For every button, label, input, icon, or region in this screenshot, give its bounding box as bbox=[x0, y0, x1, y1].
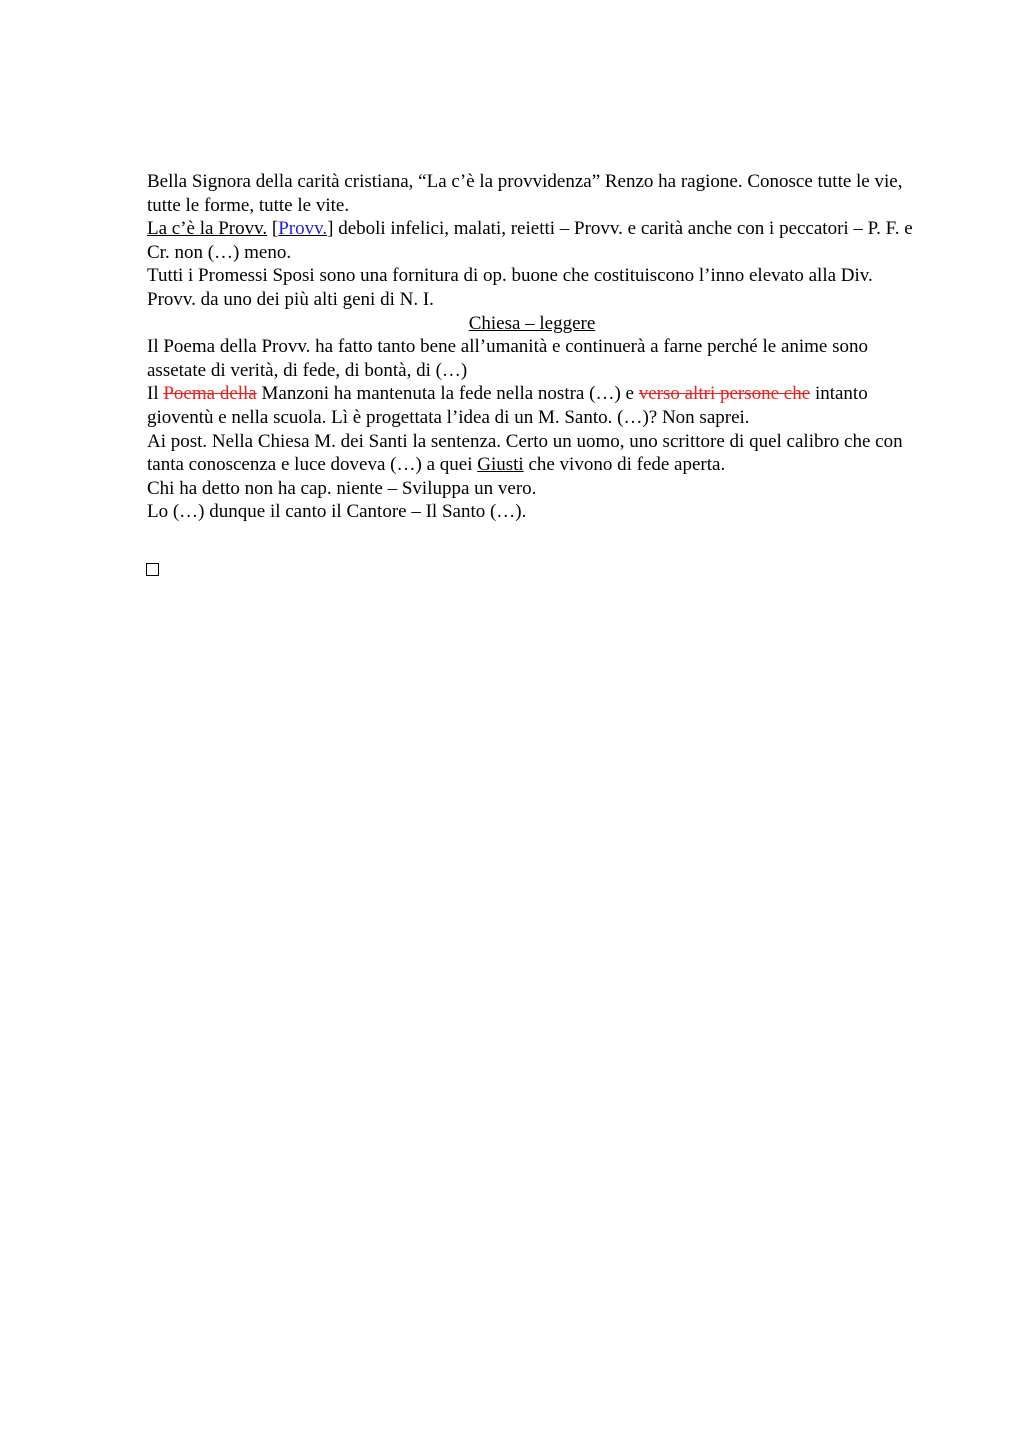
paragraph-7: Chi ha detto non ha cap. niente – Sviluppa un vero. bbox=[147, 477, 537, 499]
deleted-text-1: Poema della bbox=[163, 383, 257, 405]
underlined-provv: La c’è la Provv. bbox=[147, 218, 268, 240]
paragraph-6: Ai post. Nella Chiesa M. dei Santi la sentenza. Certo un uomo, uno scrittore di quel calibro che con tanta conoscenza e luce doveva (…) a quei Giusti che vivono di fede aperta. bbox=[147, 430, 903, 476]
document-body bbox=[147, 170, 917, 524]
paragraph-2: La c’è la Provv. [Provv.] deboli infelici, malati, reietti – Provv. e carità anche con i peccatori – P. F. e Cr. non (…) meno. bbox=[147, 218, 913, 263]
paragraph-5: Il Poema della Manzoni ha mantenuta la fede nella nostra (…) e verso altri persone che intantо gioventù e nella scuola. Lì è progettata l’idea di un M. Santo. (…)? Non saprei. bbox=[147, 383, 868, 428]
paragraph-3: Tutti i Promessi Sposi sono una fornitura di op. buone che costituiscono l’inno elevato alla Div. Provv. da uno dei più alti geni di N. I. bbox=[147, 265, 873, 310]
underlined-giusti: Giusti bbox=[477, 454, 524, 476]
empty-checkbox[interactable] bbox=[146, 563, 159, 576]
paragraph-1: Bella Signora della carità cristiana, “La c’è la provvidenza” Renzo ha ragione. Conosce tutte le vie, tutte le forme, tutte le vite. bbox=[147, 171, 903, 216]
section-heading: Chiesa – leggere bbox=[468, 312, 596, 334]
deleted-text-2: verso altri persone che bbox=[638, 383, 811, 405]
provv-bracket-link[interactable]: [Provv.] bbox=[271, 218, 334, 240]
provv-link-text[interactable]: Provv. bbox=[278, 218, 328, 240]
paragraph-4: Il Poema della Provv. ha fatto tanto bene all’umanità e continuerà a farne perché le anime sono assetate di verità, di fede, di bontà, di (…) bbox=[147, 336, 869, 381]
paragraph-8: Lo (…) dunque il canto il Cantore – Il Santo (…). bbox=[147, 501, 527, 523]
